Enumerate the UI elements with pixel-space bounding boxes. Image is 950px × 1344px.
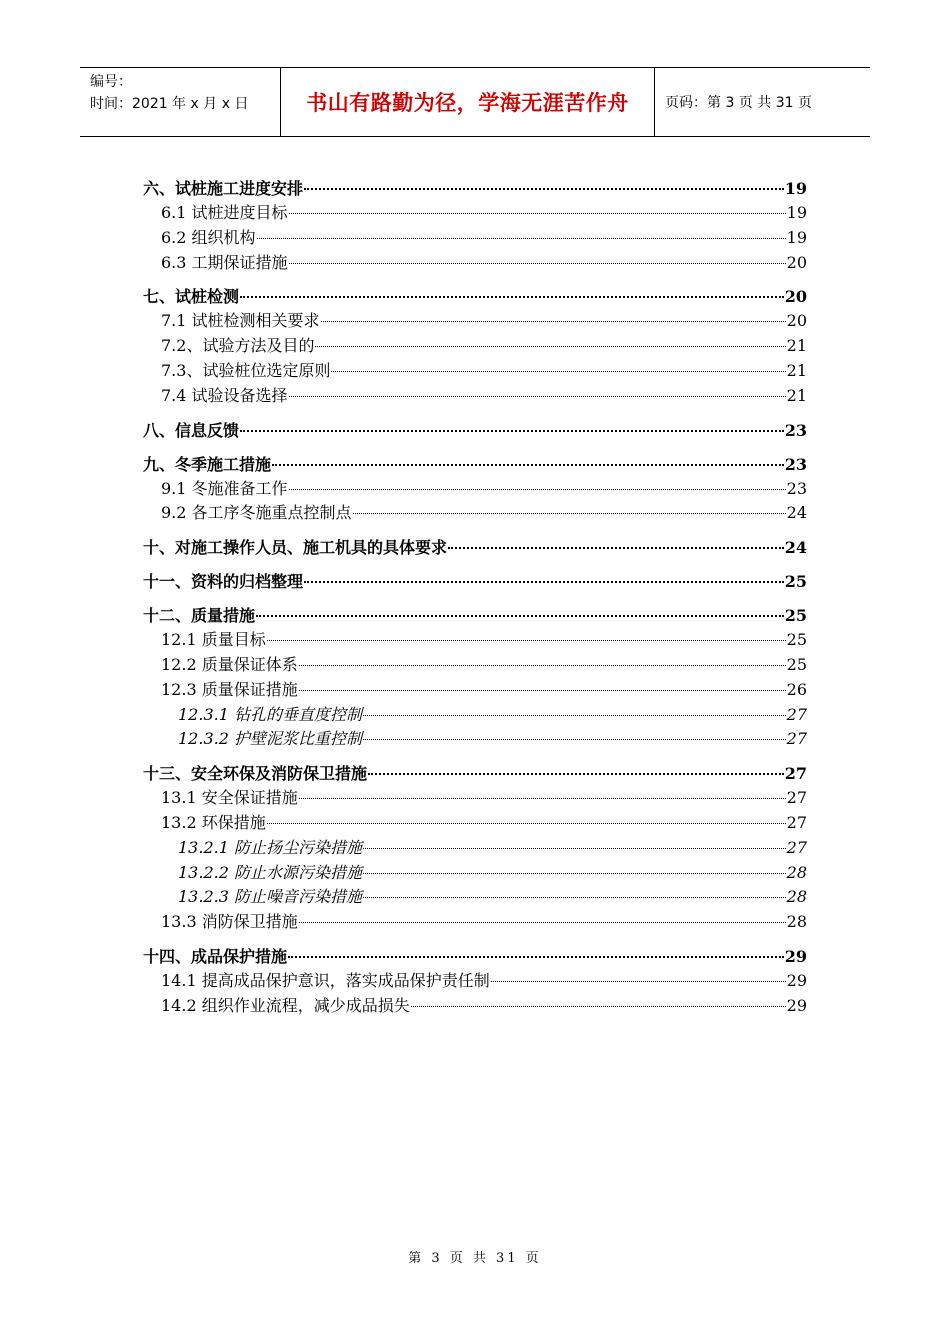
toc-dot-leader <box>289 489 786 490</box>
toc-entry[interactable] <box>143 993 807 1018</box>
toc-entry-title: 九、冬季施工措施 <box>143 454 272 474</box>
toc-entry[interactable] <box>143 476 807 501</box>
toc-entry[interactable] <box>143 200 807 225</box>
toc-entry-page: 21 <box>786 336 807 356</box>
toc-entry-title: 7.1 试桩检测相关要求 <box>161 311 320 331</box>
toc-entry[interactable] <box>143 452 807 476</box>
toc-dot-leader <box>363 897 786 898</box>
toc-entry-page: 19 <box>786 227 807 247</box>
toc-entry[interactable] <box>143 909 807 934</box>
toc-entry-page: 23 <box>786 478 807 498</box>
toc-entry-title: 6.3 工期保证措施 <box>161 252 288 272</box>
toc-entry-title: 六、试桩施工进度安排 <box>143 179 304 198</box>
toc-entry[interactable] <box>143 284 807 308</box>
toc-entry[interactable] <box>143 810 807 835</box>
toc-entry[interactable] <box>143 944 807 968</box>
toc-entry-page: 27 <box>786 837 807 857</box>
header-meta <box>80 68 281 136</box>
toc-entry[interactable] <box>143 333 807 358</box>
toc-entry-title: 7.4 试验设备选择 <box>161 385 288 405</box>
toc-dot-leader <box>289 263 786 264</box>
toc-entry-page: 28 <box>786 912 807 932</box>
toc-dot-leader <box>315 346 785 347</box>
toc-entry[interactable] <box>143 225 807 250</box>
toc-entry[interactable] <box>143 968 807 993</box>
toc-entry-page: 24 <box>784 538 807 558</box>
toc-entry[interactable] <box>143 835 807 860</box>
toc-entry[interactable] <box>143 702 807 727</box>
toc-entry-title: 7.2、试验方法及目的 <box>161 336 315 356</box>
toc-entry-page: 29 <box>786 995 807 1015</box>
toc-entry[interactable] <box>143 860 807 885</box>
toc-entry-title: 6.2 组织机构 <box>161 227 256 247</box>
toc-entry-title: 13.2 环保措施 <box>161 812 266 832</box>
toc-dot-leader <box>240 430 784 432</box>
toc-entry-title: 14.1 提高成品保护意识，落实成品保护责任制 <box>161 970 490 990</box>
toc-dot-leader <box>288 956 784 958</box>
toc-entry[interactable] <box>143 418 807 442</box>
toc-entry[interactable] <box>143 603 807 627</box>
toc-entry-title: 12.3 质量保证措施 <box>161 679 298 699</box>
toc-entry-title: 12.3.1 钻孔的垂直度控制 <box>178 704 362 724</box>
toc-dot-leader <box>491 981 786 982</box>
toc-dot-leader <box>363 873 786 874</box>
toc-entry-page: 27 <box>786 788 807 808</box>
toc-dot-leader <box>411 1006 786 1007</box>
toc-dot-leader <box>289 213 786 214</box>
toc-entry-page: 20 <box>784 287 807 307</box>
toc-entry-title: 13.2.2 防止水源污染措施 <box>178 862 362 882</box>
toc-entry-page: 25 <box>786 630 807 650</box>
toc-entry-page: 25 <box>784 606 807 626</box>
toc-dot-leader <box>321 321 786 322</box>
toc-entry-title: 9.1 冬施准备工作 <box>161 478 288 498</box>
page-header <box>80 67 870 137</box>
toc-entry-page: 20 <box>786 252 807 272</box>
toc-entry[interactable] <box>143 761 807 785</box>
toc-entry-title: 十二、质量措施 <box>143 606 256 626</box>
toc-entry-title: 13.3 消防保卫措施 <box>161 912 298 932</box>
toc-entry[interactable] <box>143 677 807 702</box>
toc-dot-leader <box>240 296 784 298</box>
toc-entry[interactable] <box>143 569 807 593</box>
toc-entry[interactable] <box>143 785 807 810</box>
toc-entry-page: 19 <box>786 203 807 222</box>
toc-entry-page: 29 <box>786 970 807 990</box>
toc-entry-page: 27 <box>786 704 807 724</box>
toc-dot-leader <box>363 848 786 849</box>
toc-dot-leader <box>304 188 784 190</box>
header-page-info: 页码：第 3 页 共 31 页 <box>665 95 812 111</box>
toc-dot-leader <box>331 371 785 372</box>
toc-entry-page: 27 <box>786 812 807 832</box>
toc-dot-leader <box>299 690 786 691</box>
toc-entry-title: 十、对施工操作人员、施工机具的具体要求 <box>143 538 448 558</box>
toc-dot-leader <box>289 396 786 397</box>
toc-dot-leader <box>267 640 786 641</box>
toc-entry-page: 26 <box>786 679 807 699</box>
toc-entry[interactable] <box>143 627 807 652</box>
toc-entry[interactable] <box>143 535 807 559</box>
toc-entry-page: 21 <box>786 360 807 380</box>
toc-entry-page: 29 <box>784 946 807 966</box>
toc-dot-leader <box>368 773 784 775</box>
time-label: 时间：2021 年 x 月 x 日 <box>90 96 249 112</box>
toc-entry[interactable] <box>143 652 807 677</box>
table-of-contents <box>143 166 807 1018</box>
toc-entry-page: 27 <box>786 729 807 749</box>
toc-entry-page: 20 <box>786 311 807 331</box>
toc-entry-title: 七、试桩检测 <box>143 287 240 307</box>
toc-entry-title: 十一、资料的归档整理 <box>143 572 304 592</box>
header-motto: 书山有路勤为径，学海无涯苦作舟 <box>281 68 655 136</box>
toc-entry-title: 13.2.1 防止扬尘污染措施 <box>178 837 362 857</box>
toc-dot-leader <box>299 922 786 923</box>
toc-entry-title: 12.1 质量目标 <box>161 630 266 650</box>
toc-entry-page: 25 <box>784 572 807 592</box>
toc-entry[interactable] <box>143 250 807 275</box>
serial-label: 编号： <box>90 74 132 90</box>
toc-dot-leader <box>448 547 784 549</box>
toc-entry-title: 14.2 组织作业流程，减少成品损失 <box>161 995 410 1015</box>
toc-entry[interactable] <box>143 500 807 525</box>
toc-dot-leader <box>363 715 786 716</box>
toc-entry-page: 21 <box>786 385 807 405</box>
toc-entry-title: 十四、成品保护措施 <box>143 946 288 966</box>
toc-entry[interactable] <box>143 358 807 383</box>
toc-entry[interactable] <box>143 383 807 408</box>
toc-dot-leader <box>256 615 784 617</box>
toc-dot-leader <box>353 513 786 514</box>
toc-entry[interactable] <box>143 308 807 333</box>
toc-entry-page: 25 <box>786 654 807 674</box>
toc-dot-leader <box>299 798 786 799</box>
toc-entry-title: 9.2 各工序冬施重点控制点 <box>161 503 352 523</box>
toc-entry[interactable] <box>143 726 807 751</box>
toc-entry-title: 13.1 安全保证措施 <box>161 788 298 808</box>
toc-entry-page: 28 <box>786 887 807 907</box>
toc-dot-leader <box>363 739 786 740</box>
toc-entry-page: 28 <box>786 862 807 882</box>
toc-entry-page: 19 <box>784 179 807 198</box>
toc-entry-page: 24 <box>786 503 807 523</box>
toc-dot-leader <box>257 238 786 239</box>
toc-entry-title: 12.3.2 护壁泥浆比重控制 <box>178 729 362 749</box>
toc-entry-title: 12.2 质量保证体系 <box>161 654 298 674</box>
page-footer: 第 3 页 共 31 页 <box>408 1251 542 1266</box>
toc-entry[interactable] <box>143 176 807 200</box>
toc-entry-title: 7.3、试验桩位选定原则 <box>161 360 331 380</box>
toc-dot-leader <box>299 665 786 666</box>
toc-entry-page: 23 <box>784 420 807 440</box>
toc-entry-page: 27 <box>784 764 807 784</box>
toc-dot-leader <box>272 464 784 466</box>
toc-entry-title: 6.1 试桩进度目标 <box>161 203 288 222</box>
toc-entry[interactable] <box>143 884 807 909</box>
toc-entry-title: 13.2.3 防止噪音污染措施 <box>178 887 362 907</box>
toc-entry-title: 八、信息反馈 <box>143 420 240 440</box>
toc-entry-title: 十三、安全环保及消防保卫措施 <box>143 764 368 784</box>
toc-dot-leader <box>267 823 786 824</box>
toc-entry-page: 23 <box>784 454 807 474</box>
toc-dot-leader <box>304 581 784 583</box>
